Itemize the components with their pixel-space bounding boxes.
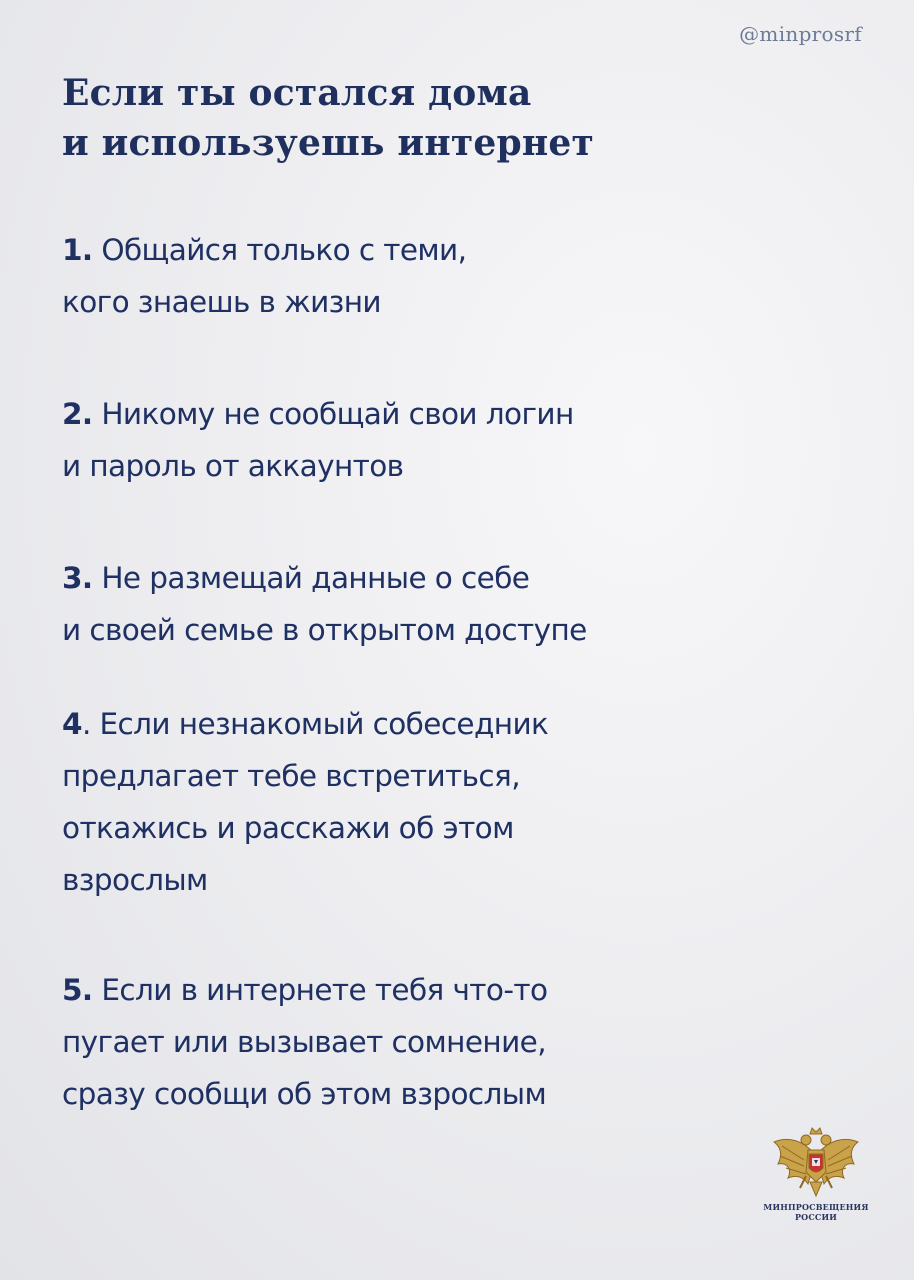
rule-4-text-4: взрослым [62,863,208,897]
rule-3-number: 3. [62,561,93,595]
ministry-logo [756,1126,876,1222]
rule-2-number: 2. [62,397,93,431]
rule-5-number: 5. [62,973,93,1007]
title-line-2: и используешь интернет [62,122,595,164]
rule-2-line-1 [62,388,574,440]
rule-item-3 [62,552,587,656]
double-headed-eagle-emblem-icon [768,1126,864,1202]
rule-item-2 [62,388,574,492]
rule-5-text-3: сразу сообщи об этом взрослым [62,1077,547,1111]
rule-1-line-1 [62,224,466,276]
title-line-1: Если ты остался дома [62,72,532,114]
rule-1-number: 1. [62,233,93,267]
rule-5-text-2: пугает или вызывает сомнение, [62,1025,546,1059]
rule-1-text-1: Общайся только с теми, [101,233,467,267]
rule-item-1 [62,224,466,328]
account-handle: @minprosrf [739,22,862,46]
rule-1-text-2: кого знаешь в жизни [62,285,382,319]
rule-5-line-1 [62,964,547,1016]
rule-4-number: 4 [62,707,82,741]
rule-4-line-1 [62,698,548,750]
ministry-name-line-1: МИНПРОСВЕЩЕНИЯ [763,1202,869,1212]
page-title [62,68,594,168]
rule-3-line-1 [62,552,587,604]
rule-item-5 [62,964,547,1120]
rule-4-text-1: . Если незнакомый собеседник [81,707,549,741]
rule-5-text-1: Если в интернете тебя что-то [101,973,548,1007]
rule-2-text-1: Никому не сообщай свои логин [101,397,574,431]
rule-3-text-2: и своей семье в открытом доступе [62,613,587,647]
rule-item-4 [62,698,548,906]
rule-4-text-3: откажись и расскажи об этом [62,811,514,845]
rule-3-text-1: Не размещай данные о себе [101,561,530,595]
ministry-name [756,1202,876,1222]
ministry-name-line-2: РОССИИ [794,1212,838,1222]
rule-2-text-2: и пароль от аккаунтов [62,449,404,483]
rule-4-text-2: предлагает тебе встретиться, [62,759,520,793]
